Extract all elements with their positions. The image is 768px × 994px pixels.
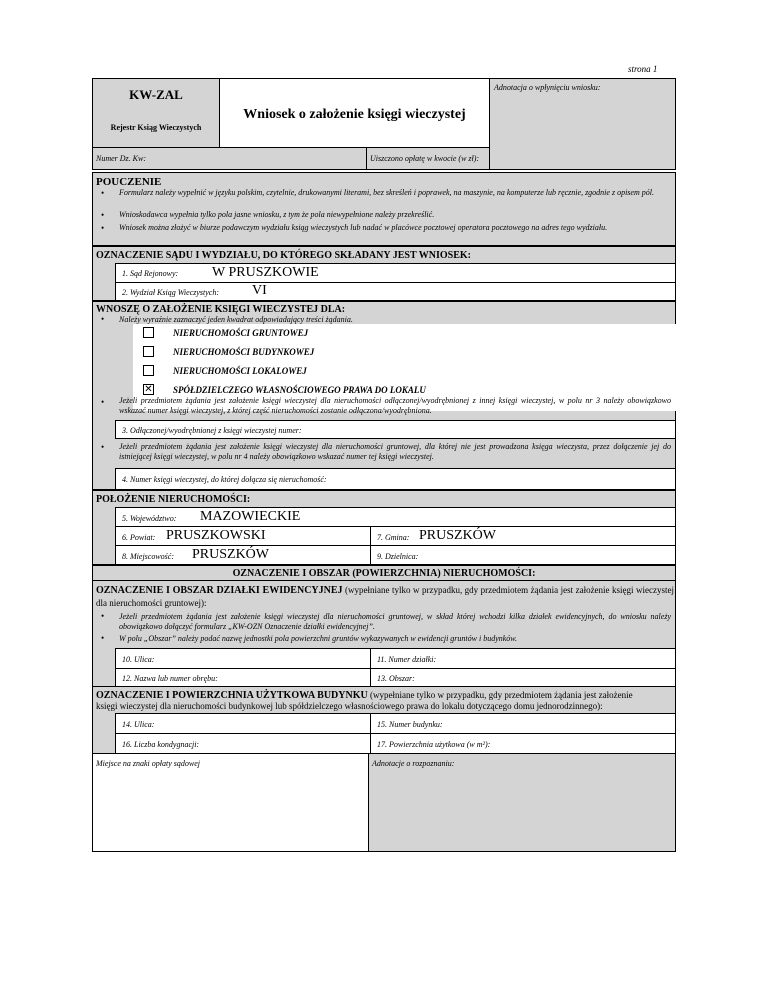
sad-heading: OZNACZENIE SĄDU I WYDZIAŁU, DO KTÓREGO SKŁADANY JEST WNIOSEK: (96, 250, 471, 261)
option-label: NIERUCHOMOŚCI GRUNTOWEJ (173, 328, 309, 338)
field-label: 6. Powiat: (122, 533, 156, 542)
field-label: 9. Dzielnica: (377, 552, 419, 561)
field-label: 4. Numer księgi wieczystej, do której dołącza się nieruchomość: (122, 475, 327, 484)
numer-dz-box (92, 147, 367, 170)
field-label: 12. Nazwa lub numer obrębu: (122, 674, 218, 683)
oplata-label: Uiszczono opłatę w kwocie (w zł): (370, 154, 480, 163)
sad-rejonowy-field[interactable] (115, 263, 676, 283)
obszar-field[interactable] (370, 668, 676, 687)
odlaczonej-field[interactable] (115, 420, 676, 439)
sad-rejonowy-value: W PRUSZKOWIE (212, 265, 319, 280)
polozenie-heading: POŁOŻENIE NIERUCHOMOŚCI: (96, 494, 251, 505)
form-code: KW-ZAL (129, 87, 183, 102)
gmina-value: PRUSZKÓW (419, 528, 497, 543)
option-checkbox[interactable]: ✕ (144, 384, 153, 395)
wnosze-bullet: Jeżeli przedmiotem żądania jest założenie księgi wieczystej dla nieruchomości odłączonej/wyodrębnionej z innej księgi wieczystej, w polu nr 3 należy obowiązkowo wskazać numer księgi wieczystej, z której część nieruchomości zostanie odłączona/wyodrębniona. (119, 396, 671, 415)
wydzial-value: VI (252, 283, 267, 298)
adnotacja-box (489, 78, 676, 170)
field-label: 14. Ulica: (122, 720, 155, 729)
ulica-dzialka-field[interactable] (115, 648, 371, 669)
powiat-field[interactable] (115, 526, 371, 546)
powierzchnia-field[interactable] (370, 733, 676, 754)
obszar-heading-bar (92, 565, 676, 581)
field-label: 1. Sąd Rejonowy: (122, 269, 179, 278)
field-label: 13. Obszar: (377, 674, 415, 683)
field-label: 17. Powierzchnia użytkowa (w m²): (377, 740, 491, 749)
dzielnica-field[interactable] (370, 545, 676, 565)
option-checkbox[interactable] (143, 346, 154, 357)
obszar-heading: OZNACZENIE I OBSZAR (POWIERZCHNIA) NIERUCHOMOŚCI: (232, 568, 536, 579)
pouczenie-item: Formularz należy wypełnić w języku polskim, czytelnie, drukowanymi literami, bez skreśleń i poprawek, na maszynie, na komputerze lub ręcznie, zgodnie z opisem pól. (119, 188, 654, 197)
pouczenie-item: Wniosek można złożyć w biurze podawczym wydziału ksiąg wieczystych lub nadać w placówce pocztowej operatora pocztowego na adres tego wydziału. (119, 223, 608, 232)
form-code-box (92, 78, 220, 148)
budynek-section (92, 686, 676, 754)
numer-dz-label: Numer Dz. Kw: (96, 154, 147, 163)
pouczenie-section: POUCZENIE • Formularz należy wypełnić w języku polskim, czytelnie, drukowanymi literami, bez skreśleń i poprawek, na maszynie, na komputerze lub ręcznie, zgodnie z opisem pól. • Wnioskodawca wypełnia tylko pola jasne wniosku, z tym że pola niewypełnione należy przekreślić. • Wniosek można złożyć w biurze podawczym wydziału ksiąg wieczystych lub nadać w placówce pocztowej operatora pocztowego na adres tego wydziału. (92, 172, 676, 246)
field-label: 3. Odłączonej/wyodrębnionej z księgi wieczystej numer: (122, 426, 302, 435)
option-label: NIERUCHOMOŚCI BUDYNKOWEJ (173, 347, 315, 357)
field-label: 10. Ulica: (122, 655, 155, 664)
option-label: SPÓŁDZIELCZEGO WŁASNOŚCIOWEGO PRAWA DO LOKALU (173, 385, 426, 395)
option-checkbox[interactable] (143, 365, 154, 376)
znaki-label: Miejsce na znaki opłaty sądowej (96, 759, 200, 768)
title-box (219, 78, 490, 148)
wojewodztwo-field[interactable] (115, 507, 676, 527)
polozenie-section (92, 490, 676, 565)
numer-ksiegi-field[interactable] (115, 468, 676, 490)
pouczenie-item: Wnioskodawca wypełnia tylko pola jasne wniosku, z tym że pola niewypełnione należy przekreślić. (119, 210, 435, 219)
pouczenie-heading: POUCZENIE (96, 176, 162, 188)
obreb-field[interactable] (115, 668, 371, 687)
sad-section (92, 246, 676, 301)
gmina-field[interactable] (370, 526, 676, 546)
adnotacje-box (368, 753, 676, 852)
ulica-budynek-field[interactable] (115, 713, 371, 734)
field-label: 7. Gmina: (377, 533, 410, 542)
wnosze-bullet: Jeżeli przedmiotem żądania jest założenie księgi wieczystej dla nieruchomości gruntowej, dla której nie jest prowadzona księga wieczysta, przez dołączenie jej do istniejącej księgi wieczystej, w polu nr 4 należy obowiązkowo wskazać numer tej księgi wieczystej. (119, 442, 671, 461)
option-checkbox[interactable] (143, 327, 154, 338)
oplata-box (366, 147, 490, 170)
wnosze-heading: WNOSZĘ O ZAŁOŻENIE KSIĘGI WIECZYSTEJ DLA: (96, 304, 346, 315)
field-label: 2. Wydział Ksiąg Wieczystych: (122, 288, 220, 297)
miejscowosc-field[interactable] (115, 545, 371, 565)
field-label: 11. Numer działki: (377, 655, 437, 664)
wydzial-field[interactable] (115, 282, 676, 301)
dzialka-bullet: W polu „Obszar” należy podać nazwę jednostki pola powierzchni gruntów wykazywanych w ewidencji gruntów i budynków. (119, 634, 518, 643)
budynek-intro: OZNACZENIE I POWIERZCHNIA UŻYTKOWA BUDYNKU (wypełniane tylko w przypadku, gdy przedmiotem żądania jest założenie księgi wieczystej dla nieruchomości budynkowej lub spółdzielczego własnościowego prawa do lokalu dotyczącego domu jednorodzinnego): (96, 690, 633, 711)
miejscowosc-value: PRUSZKÓW (192, 547, 270, 562)
numer-budynku-field[interactable] (370, 713, 676, 734)
field-label: 5. Województwo: (122, 514, 177, 523)
kondygnacje-field[interactable] (115, 733, 371, 754)
dzialka-bullet: Jeżeli przedmiotem żądania jest założenie księgi wieczystej dla nieruchomości gruntowej, w skład której wchodzi kilka działek ewidencyjnych, do wniosku należy obowiązkowo dołączyć formularz „KW-OZN Oznaczenie działki ewidencyjnej”. (119, 612, 671, 631)
adnotacje-label: Adnotacje o rozpoznaniu: (372, 759, 455, 768)
powiat-value: PRUSZKOWSKI (166, 528, 266, 543)
page-number: strona 1 (628, 64, 658, 74)
form-title: Wniosek o założenie księgi wieczystej (243, 107, 466, 122)
field-label: 16. Liczba kondygnacji: (122, 740, 200, 749)
field-label: 15. Numer budynku: (377, 720, 443, 729)
wnosze-section: WNOSZĘ O ZAŁOŻENIE KSIĘGI WIECZYSTEJ DLA: • Należy wyraźnie zaznaczyć jeden kwadrat odpowiadający treści żądania. NIERUCHOMOŚCI GRUNTOWEJ NIERUCHOMOŚCI BUDYNKOWEJ NIERUCHOMOŚCI LOKALOWEJ ✕ SPÓŁDZIELCZEGO WŁASNOŚCIOWEGO PRAWA DO LOKALU • Jeżeli przedmiotem żądania jest założenie księgi wieczystej dla nieruchomości odłączonej/wyodrębnionej z innej księgi wieczystej, w polu nr 3 należy obowiązkowo wskazać numer księgi wieczystej, z której część nieruchomości zostanie odłączona/wyodrębniona. 3. Odłączonej/wyodrębnionej z księgi wieczystej numer: • Jeżeli przedmiotem żądania jest założenie księgi wieczystej dla nieruchomości gruntowej, dla której nie jest prowadzona księga wieczysta, przez dołączenie jej do istniejącej księgi wieczystej, w polu nr 4 należy obowiązkowo wskazać numer tej księgi wieczystej. 4. Numer księgi wieczystej, do której dołącza się nieruchomość: (92, 301, 676, 490)
adnotacja-label: Adnotacja o wpłynięciu wniosku: (494, 83, 601, 92)
znaki-oplaty-box[interactable] (92, 753, 369, 852)
numer-dzialki-field[interactable] (370, 648, 676, 669)
field-label: 8. Miejscowość: (122, 552, 174, 561)
wojewodztwo-value: MAZOWIECKIE (200, 509, 301, 524)
dzialka-intro: OZNACZENIE I OBSZAR DZIAŁKI EWIDENCYJNEJ (wypełniane tylko w przypadku, gdy przedmiotem żądania jest założenie księgi wieczystej dla nieruchomości gruntowej): (96, 585, 674, 608)
dzialka-section: OZNACZENIE I OBSZAR DZIAŁKI EWIDENCYJNEJ (wypełniane tylko w przypadku, gdy przedmiotem żądania jest założenie księgi wieczystej dla nieruchomości gruntowej): • Jeżeli przedmiotem żądania jest założenie księgi wieczystej dla nieruchomości gruntowej, w skład której wchodzi kilka działek ewidencyjnych, do wniosku należy obowiązkowo dołączyć formularz „KW-OZN Oznaczenie działki ewidencyjnej”. • W polu „Obszar” należy podać nazwę jednostki pola powierzchni gruntów wykazywanych w ewidencji gruntów i budynków. 10. Ulica: 11. Numer działki: 12. Nazwa lub numer obrębu: 13. Obszar: (92, 580, 676, 687)
registry-label: Rejestr Ksiąg Wieczystych (110, 123, 202, 132)
wnosze-note: Należy wyraźnie zaznaczyć jeden kwadrat odpowiadający treści żądania. (119, 315, 353, 324)
option-label: NIERUCHOMOŚCI LOKALOWEJ (173, 366, 307, 376)
